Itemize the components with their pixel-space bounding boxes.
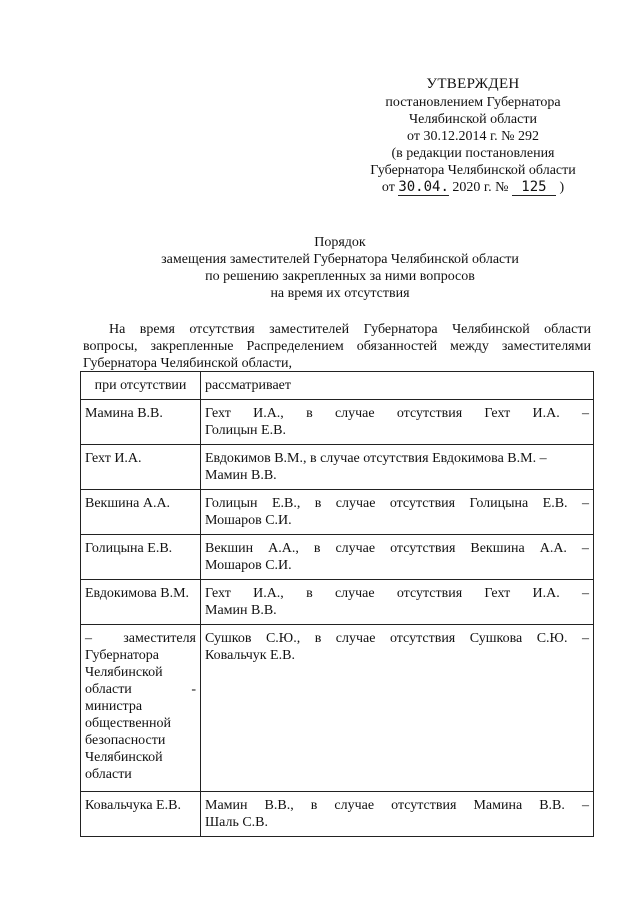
word: вопросы, [83, 339, 138, 354]
word: отсутствия [396, 586, 463, 601]
absent-line: министра [85, 699, 143, 714]
word: Голицын [205, 496, 258, 511]
table-row [81, 535, 594, 580]
word: Гехт [205, 406, 231, 421]
approval-line: постановлением Губернатора [385, 95, 561, 110]
replacement-cell [201, 625, 594, 792]
replacement-cell [201, 580, 594, 625]
word: случае [335, 631, 376, 646]
word: В.В., [264, 798, 294, 813]
word: И.А. [532, 586, 560, 601]
word: Губернатора [363, 322, 438, 337]
word: Векшина [470, 541, 525, 556]
absent-line: области [85, 767, 132, 782]
word: в [314, 496, 322, 511]
replacement-line: Мошаров С.И. [205, 558, 292, 573]
replacement-cell [201, 445, 594, 490]
approval-suffix: ) [559, 180, 565, 195]
intro-line [83, 338, 591, 355]
table-row [81, 445, 594, 490]
replacement-line [205, 630, 589, 647]
word: заместителя [123, 631, 196, 646]
absent-cell: Ковальчука Е.В. [81, 792, 201, 837]
word: между [450, 339, 489, 354]
word: – [581, 631, 589, 646]
word: – [85, 631, 92, 646]
absent-cell: Голицына Е.В. [81, 535, 201, 580]
intro-line: Губернатора Челябинской области, [83, 356, 292, 371]
replacement-line: Ковальчук Е.В. [205, 648, 295, 663]
word: в [310, 798, 318, 813]
absent-line: безопасности [85, 733, 166, 748]
absent-line [85, 630, 196, 647]
absent-cell: Гехт И.А. [81, 445, 201, 490]
title-line: Порядок [314, 235, 366, 250]
word: В.В. [539, 798, 565, 813]
title-line: на время их отсутствия [270, 286, 410, 301]
word: Мамин [205, 798, 248, 813]
table-row [81, 580, 594, 625]
word: в [313, 541, 321, 556]
word: И.А. [532, 406, 560, 421]
word: время [139, 322, 175, 337]
word: отсутствия [391, 798, 457, 813]
word: А.А., [268, 541, 299, 556]
replacement-cell [201, 400, 594, 445]
word: Гехт [484, 406, 511, 421]
word: На [109, 322, 126, 337]
word: И.А., [253, 406, 284, 421]
title-line: по решению закрепленных за ними вопросов [205, 269, 475, 284]
word: в [306, 586, 313, 601]
replacement-line [205, 585, 589, 602]
absent-line: Челябинской [85, 665, 163, 680]
word: отсутствия [390, 541, 456, 556]
word: – [581, 541, 589, 556]
word: области [544, 322, 591, 337]
word: Евдокимов В.М., в случае отсутствия Евдокимова В.М. – [205, 451, 547, 466]
replacement-line: Мамин В.В. [205, 603, 277, 618]
replacement-line: Голицын Е.В. [205, 423, 286, 438]
word: области [85, 682, 132, 697]
word: – [581, 496, 589, 511]
word: случае [334, 406, 375, 421]
approval-prefix: от [381, 180, 395, 195]
absent-cell: Мамина В.В. [81, 400, 201, 445]
word: Мамина [473, 798, 523, 813]
word: случае [335, 496, 376, 511]
approval-heading: УТВЕРЖДЕН [426, 76, 520, 92]
word: С.Ю., [265, 631, 301, 646]
word: Гехт [205, 586, 231, 601]
replacement-line: Мошаров С.И. [205, 513, 292, 528]
replacement-line: Шаль С.В. [205, 815, 269, 830]
word: закрепленные [150, 339, 234, 354]
word: обязанностей [356, 339, 438, 354]
word: - [191, 682, 196, 697]
word: Сушкова [469, 631, 523, 646]
word: Е.В. [542, 496, 568, 511]
word: С.Ю. [536, 631, 568, 646]
word: И.А., [253, 586, 284, 601]
table-row [81, 490, 594, 535]
document-title [130, 234, 550, 302]
word: в [314, 631, 322, 646]
replacement-line [205, 405, 589, 422]
absent-line: Губернатора [85, 648, 160, 663]
word: Векшин [205, 541, 254, 556]
absent-line: Челябинской [85, 750, 163, 765]
word: – [581, 406, 589, 421]
word: Челябинской [452, 322, 530, 337]
replacement-cell [201, 792, 594, 837]
approval-line: от 30.12.2014 г. № 292 [407, 129, 539, 144]
word: отсутствия [389, 496, 456, 511]
word: случае [334, 798, 375, 813]
approval-line: Челябинской области [409, 112, 537, 127]
absent-line: общественной [85, 716, 172, 731]
replacement-cell [201, 535, 594, 580]
replacement-line [205, 450, 589, 467]
word: – [581, 798, 589, 813]
approval-year: 2020 г. № [452, 180, 509, 195]
absent-line [85, 681, 196, 698]
replacement-cell [201, 490, 594, 535]
word: отсутствия [189, 322, 255, 337]
word: случае [334, 586, 375, 601]
approval-stamp [348, 76, 598, 196]
word: Е.В., [271, 496, 301, 511]
word: Голицына [469, 496, 529, 511]
header-cell-replacement: рассматривает [201, 372, 594, 400]
table-header-row [81, 372, 594, 400]
intro-line [83, 321, 591, 338]
title-line: замещения заместителей Губернатора Челябинской области [161, 252, 519, 267]
approval-line: Губернатора Челябинской области [370, 163, 576, 178]
handwritten-date: 30.04. [398, 179, 449, 195]
intro-paragraph [83, 321, 591, 372]
absent-cell: Евдокимова В.М. [81, 580, 201, 625]
replacement-line: Мамин В.В. [205, 468, 277, 483]
approval-date-line [348, 179, 598, 196]
word: Гехт [484, 586, 511, 601]
word: заместителями [501, 339, 591, 354]
word: в [306, 406, 313, 421]
word: Распределением [246, 339, 344, 354]
word: – [581, 586, 589, 601]
replacement-line [205, 540, 589, 557]
word: случае [335, 541, 376, 556]
substitution-table [80, 371, 594, 837]
word: отсутствия [389, 631, 456, 646]
table-row [81, 792, 594, 837]
table-row [81, 400, 594, 445]
approval-line: (в редакции постановления [391, 146, 555, 161]
header-cell-absent: при отсутствии [81, 372, 201, 400]
word: Сушков [205, 631, 252, 646]
word: отсутствия [396, 406, 463, 421]
handwritten-number: 125 [512, 180, 556, 196]
replacement-line [205, 495, 589, 512]
word: А.А. [539, 541, 567, 556]
absent-cell: Векшина А.А. [81, 490, 201, 535]
word: заместителей [269, 322, 350, 337]
absent-cell [81, 625, 201, 792]
replacement-line [205, 797, 589, 814]
table-row [81, 625, 594, 792]
